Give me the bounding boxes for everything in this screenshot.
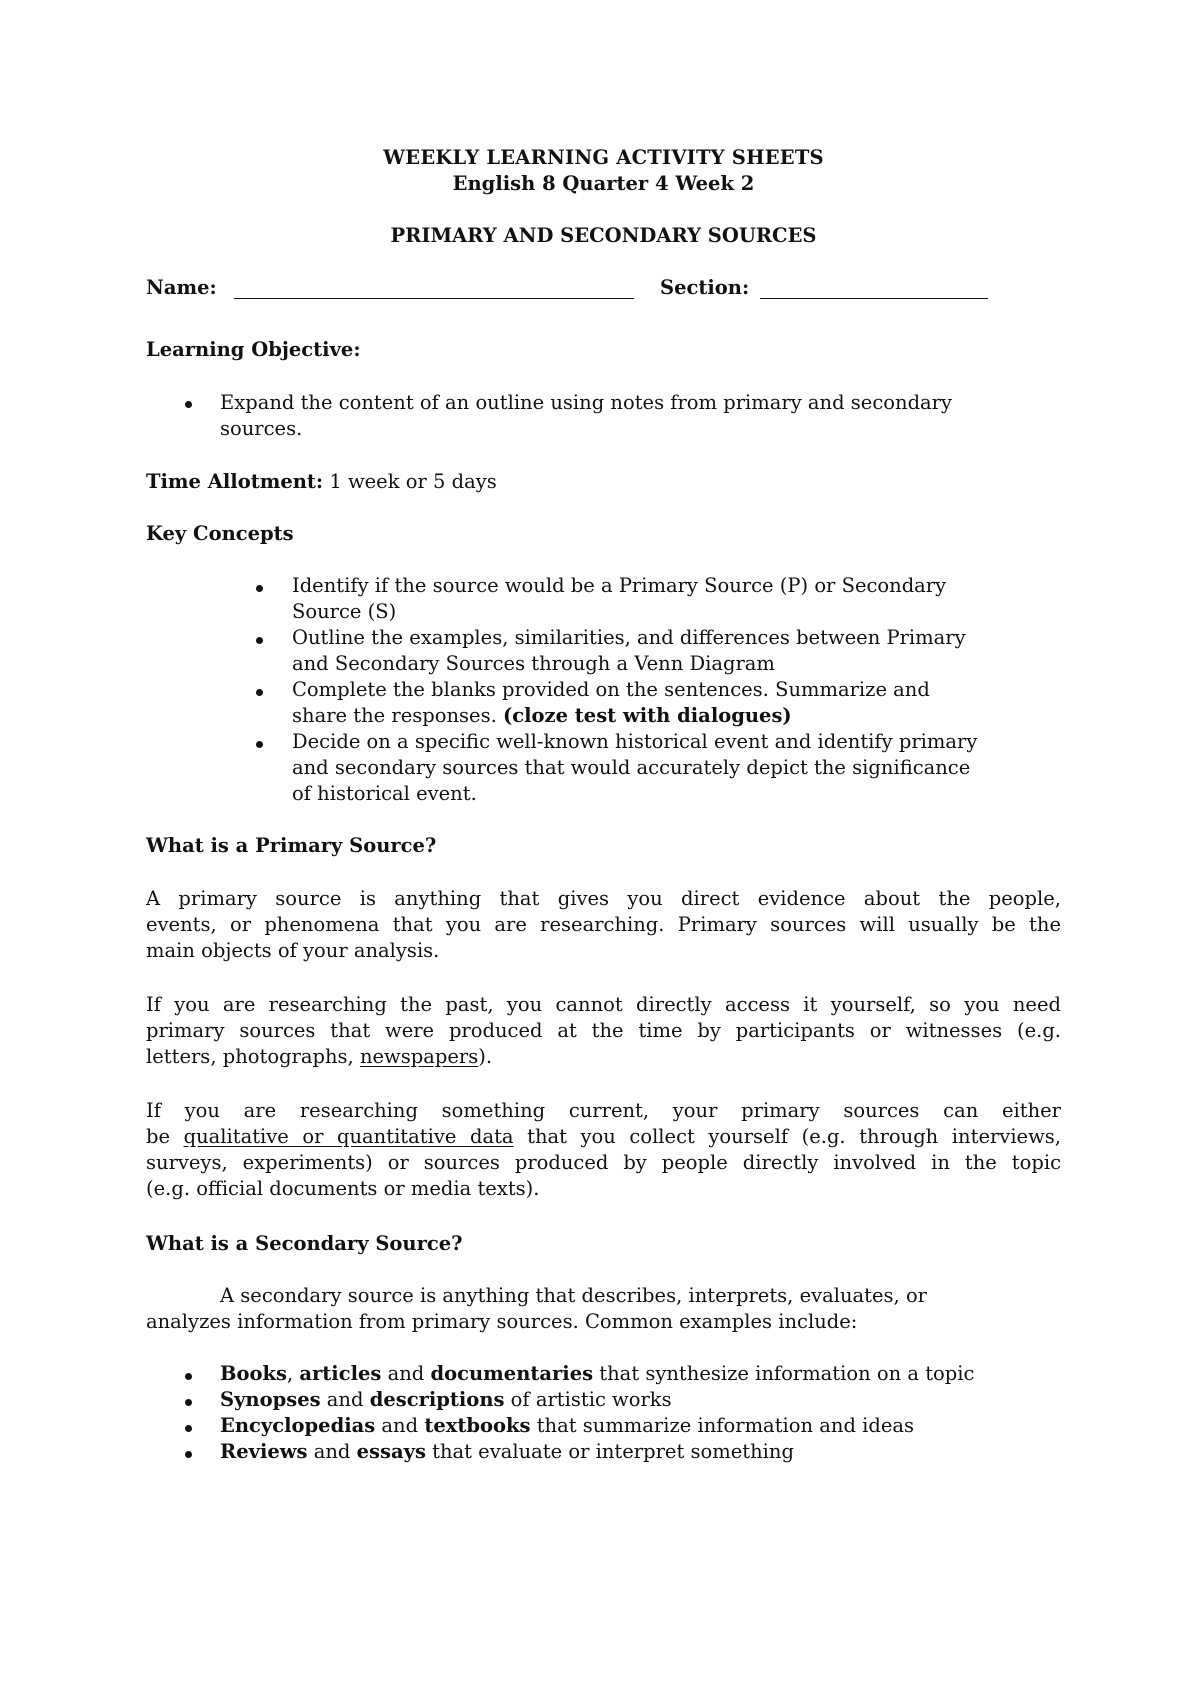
objective-item-cont: sources. <box>220 417 303 440</box>
bullet-icon <box>256 741 263 748</box>
primary-paragraph-1 <box>146 886 1061 964</box>
text-line: (e.g. official documents or media texts). <box>146 1177 540 1200</box>
list-item-cont: of historical event. <box>292 782 477 805</box>
list-item: Complete the blanks provided on the sentences. Summarize and <box>292 678 930 701</box>
name-label: Name: <box>146 276 217 299</box>
text-line: A primary source is anything that gives you direct evidence about the people, <box>146 887 1061 910</box>
bullet-icon <box>185 401 192 408</box>
list-item-cont: and secondary sources that would accurately depict the significance <box>292 756 971 779</box>
primary-paragraph-3 <box>146 1098 1061 1202</box>
document-topic: PRIMARY AND SECONDARY SOURCES <box>390 224 817 247</box>
secondary-heading: What is a Secondary Source? <box>146 1232 463 1255</box>
secondary-intro-line-2: analyzes information from primary sources. Common examples include: <box>146 1310 858 1333</box>
qualitative-data-link[interactable]: qualitative or quantitative data <box>183 1125 514 1148</box>
list-item-cont: and Secondary Sources through a Venn Diagram <box>292 652 775 675</box>
text-line: events, or phenomena that you are researching. Primary sources will usually be the <box>146 913 1061 936</box>
bullet-icon <box>256 689 263 696</box>
list-item-cont: share the responses. (cloze test with dialogues) <box>292 704 792 727</box>
text-line: If you are researching something current, your primary sources can either <box>146 1099 1061 1122</box>
text-line: letters, photographs, newspapers). <box>146 1045 493 1068</box>
list-item-cont: Source (S) <box>292 600 397 623</box>
list-item: Synopses and descriptions of artistic works <box>220 1388 672 1411</box>
section-field[interactable] <box>760 298 988 299</box>
text-line: be qualitative or quantitative data that you collect yourself (e.g. through interviews, <box>146 1125 1061 1148</box>
time-allotment: Time Allotment: 1 week or 5 days <box>146 470 497 493</box>
primary-heading: What is a Primary Source? <box>146 834 437 857</box>
bullet-icon <box>185 1373 192 1380</box>
text-line: If you are researching the past, you cannot directly access it yourself, so you need <box>146 993 1061 1016</box>
list-item: Identify if the source would be a Primary Source (P) or Secondary <box>292 574 947 597</box>
list-item: Decide on a specific well-known historical event and identify primary <box>292 730 978 753</box>
document-title: WEEKLY LEARNING ACTIVITY SHEETS <box>383 146 824 169</box>
document-subtitle: English 8 Quarter 4 Week 2 <box>452 172 755 195</box>
bullet-icon <box>185 1399 192 1406</box>
objective-item: Expand the content of an outline using notes from primary and secondary <box>220 391 953 414</box>
bullet-icon <box>185 1425 192 1432</box>
objective-heading: Learning Objective: <box>146 338 361 361</box>
text-line: surveys, experiments) or sources produced by people directly involved in the topic <box>146 1151 1061 1174</box>
primary-paragraph-2 <box>146 992 1061 1070</box>
text-line: primary sources that were produced at the time by participants or witnesses (e.g. <box>146 1019 1061 1042</box>
list-item: Reviews and essays that evaluate or interpret something <box>220 1440 794 1463</box>
list-item: Encyclopedias and textbooks that summarize information and ideas <box>220 1414 915 1437</box>
bullet-icon <box>185 1451 192 1458</box>
secondary-intro-line-1: A secondary source is anything that describes, interprets, evaluates, or <box>220 1284 928 1307</box>
bullet-icon <box>256 585 263 592</box>
name-field[interactable] <box>234 298 634 299</box>
text-line: main objects of your analysis. <box>146 939 440 962</box>
list-item: Books, articles and documentaries that synthesize information on a topic <box>220 1362 975 1385</box>
bullet-icon <box>256 637 263 644</box>
section-label: Section: <box>660 276 750 299</box>
newspapers-link[interactable]: newspapers <box>359 1045 479 1068</box>
key-concepts-heading: Key Concepts <box>146 522 294 545</box>
list-item: Outline the examples, similarities, and differences between Primary <box>292 626 966 649</box>
